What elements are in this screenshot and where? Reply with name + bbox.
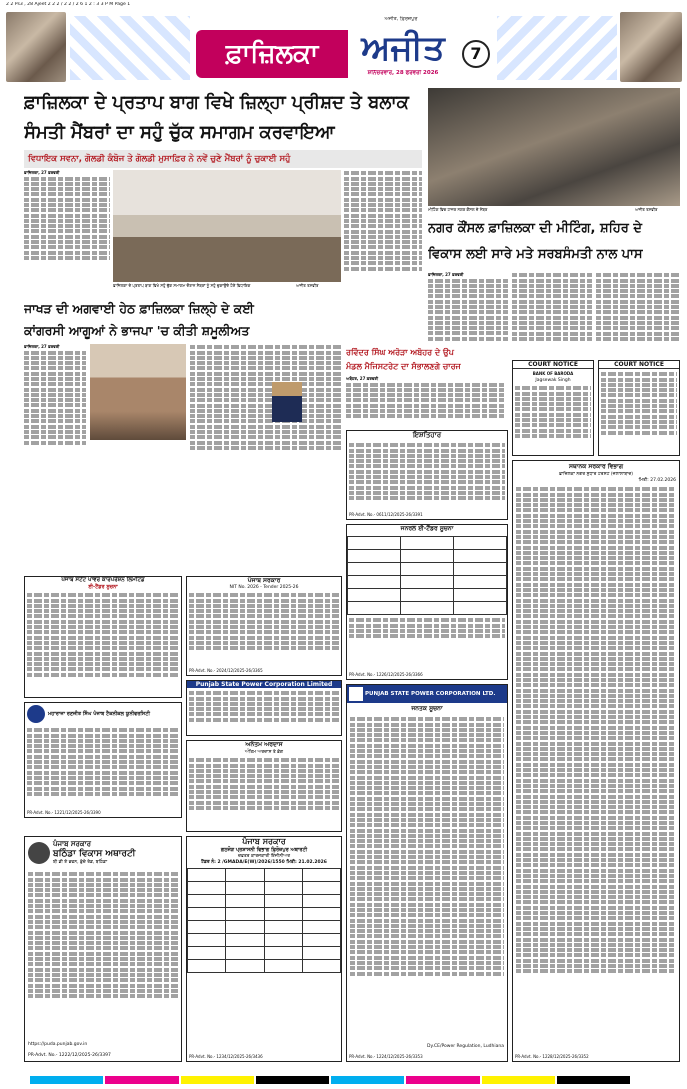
monument-image xyxy=(620,12,682,82)
bathinda-title: ਬਠਿੰਡਾ ਵਿਕਾਸ ਅਥਾਰਟੀ xyxy=(53,849,136,859)
pspcl-tender-label: ਈ-ਟੈਂਡਰ ਸੂਚਨਾ xyxy=(88,584,118,590)
ishtihar-box xyxy=(346,430,508,520)
bathinda-pr-no: PR-Advt. No.- 1222/12/2025-26/3397 xyxy=(28,1053,111,1058)
obituary-ad xyxy=(186,740,342,832)
lead-photo-credit: ਅਜੀਤ ਤਸਵੀਰ xyxy=(296,283,319,288)
ravinder-headline-line2: ਮੰਡਲ ਮੈਜਿਸਟਰੇਟ ਦਾ ਸੰਭਾਲਣਗੇ ਚਾਰਜ xyxy=(346,362,461,371)
pspcl-corp-ad xyxy=(346,684,508,1062)
university-ad xyxy=(24,702,182,818)
masthead-date: ਸ਼ਨਿੱਚਰਵਾਰ, 28 ਫਰਵਰੀ 2026 xyxy=(367,70,439,76)
lead-photo-caption: ਫ਼ਾਜ਼ਿਲਕਾ ਦੇ ਪ੍ਰਤਾਪ ਬਾਗ ਵਿਖੇ ਸਹੁੰ ਚੁੱਕ ਸਮਾਗਮ ਦੌਰਾਨ ਮੈਂਬਰਾਂ ਨੂੰ ਸਹੁੰ ਚੁਕਾਉਂਦੇ ਹੋਏ ਵਿਧਾਇਕ xyxy=(113,283,251,288)
council-photo-caption: ਮੀਟਿੰਗ ਵਿਚ ਹਾਜ਼ਰ ਨਗਰ ਕੌਂਸਲ ਦੇ ਮੈਂਬਰ xyxy=(428,207,488,212)
pspcl-corp-pr-no: PR-Advt. No.- 1224/12/2025-26/3353 xyxy=(349,1054,423,1059)
page-number: 7 xyxy=(462,40,490,68)
color-registration-bar xyxy=(30,1076,630,1084)
congress-byline: ਫ਼ਾਜ਼ਿਲਕਾ, 27 ਫ਼ਰਵਰੀ xyxy=(24,344,60,349)
sjvn-pr-no: PR-Advt. No.- 1226/12/2025-26/3366 xyxy=(349,672,423,677)
ferozepur-table xyxy=(187,868,341,973)
public-notice-date: ਮਿਤੀ: 27.02.2026 xyxy=(638,478,676,483)
court-notice-2-title: COURT NOTICE xyxy=(599,361,679,369)
pspcl-tender-title: ਪੰਜਾਬ ਸਟੇਟ ਪਾਵਰ ਕਾਰਪੋਰੇਸ਼ਨ ਲਿਮਟਿਡ xyxy=(61,577,145,583)
lead-subhead: ਵਿਧਾਇਕ ਸਵਨਾ, ਗੋਲਡੀ ਕੰਬੋਜ ਤੇ ਗੋਲਡੀ ਮੁਸਾਫ਼ਿਰ ਨੇ ਨਵੇਂ ਚੁਣੇ ਮੈਂਬਰਾਂ ਨੂੰ ਚੁਕਾਈ ਸਹੁੰ xyxy=(24,150,422,168)
university-logo-icon xyxy=(27,705,45,723)
court-notice-1-title: COURT NOTICE xyxy=(513,361,593,369)
council-meeting-photo xyxy=(428,88,680,206)
tender-small-title: ਪੰਜਾਬ ਸਰਕਾਰ xyxy=(247,577,281,584)
ferozepur-title: ਗਠਜੋੜ ਪ੍ਰਸ਼ਾਸਨੀ ਵਿਭਾਗ ਫ਼ਿਰੋਜ਼ਪੁਰ ਅਥਾਰਟੀ xyxy=(220,847,308,853)
ravinder-body xyxy=(346,376,506,426)
masthead-small-top: ਅਜੀਤ, ਫ਼ਿਰੋਜ਼ਪੁਰ xyxy=(384,16,418,22)
pspcl-corp-notice: ਜਨਤਕ ਸੂਚਨਾ xyxy=(411,705,443,712)
court-notice-1-bank: BANK OF BARODA xyxy=(532,371,574,376)
court-notice-2 xyxy=(598,360,680,456)
bathinda-address: ਬੀ ਡੀ ਏ ਭਵਨ, ਭੁੱਚੋ ਰੋਡ, ਬਠਿੰਡਾ xyxy=(53,860,108,865)
congress-photo xyxy=(90,344,186,440)
pspcl-banner-title: Punjab State Power Corporation Limited xyxy=(187,681,341,688)
lead-column-1 xyxy=(24,170,110,282)
public-notice-subtitle: ਫ਼ਾਜ਼ਿਲਕਾ ਨਗਰ ਸੁਧਾਰ ਟਰਸਟ (ਜਲਾਲਾਬਾਦ) xyxy=(558,472,634,477)
ravinder-headline-line1: ਰਵਿੰਦਰ ਸਿੰਘ ਅਰੋੜਾ ਅਬੋਹਰ ਦੇ ਉਪ xyxy=(346,348,454,357)
university-title: ਮਹਾਰਾਜਾ ਰਣਜੀਤ ਸਿੰਘ ਪੰਜਾਬ ਟੈਕਨੀਕਲ ਯੂਨੀਵਰਸਿਟੀ xyxy=(48,711,150,717)
pspcl-corp-footer: Dy.CE/Power Regulation, Ludhiana xyxy=(427,1044,504,1049)
court-notice-1-person: Jagsewak Singh xyxy=(535,378,571,383)
council-column-3 xyxy=(596,272,680,358)
council-byline: ਫ਼ਾਜ਼ਿਲਕਾ, 27 ਫ਼ਰਵਰੀ xyxy=(428,272,464,277)
swearing-in-photo xyxy=(113,170,341,282)
bathinda-ad xyxy=(24,836,182,1062)
public-notice-title: ਸਥਾਨਕ ਸਰਕਾਰ ਵਿਭਾਗ xyxy=(568,463,624,470)
ravinder-portrait xyxy=(272,382,302,422)
sjvn-ad xyxy=(346,524,508,680)
obituary-subtitle: ਅੰਤਿਮ ਅਰਦਾਸ ਤੇ ਭੋਗ xyxy=(244,750,284,755)
public-notice-ad xyxy=(512,460,680,1062)
bathinda-govt: ਪੰਜਾਬ ਸਰਕਾਰ xyxy=(53,840,92,848)
lead-headline-line1: ਫ਼ਾਜ਼ਿਲਕਾ ਦੇ ਪ੍ਰਤਾਪ ਬਾਗ ਵਿਖੇ ਜ਼ਿਲ੍ਹਾ ਪ੍ਰੀਸ਼ਦ ਤੇ ਬਲਾਕ xyxy=(24,92,409,113)
obituary-title: ਅਨੰਤਮ ਅਰਦਾਸ xyxy=(245,741,283,748)
pspcl-corp-title: PUNJAB STATE POWER CORPORATION LTD. xyxy=(365,691,496,697)
congress-column-2 xyxy=(190,344,342,468)
masthead-title-right: ਅਜੀਤ xyxy=(361,28,445,68)
print-slug: 2 2 Ps3 , 28 Ajeet 2 2 2 / 2 2 / 2 6 1 2 : 3 3 P M Page 1 xyxy=(6,2,131,7)
sjvn-title: ਜਨਰਲ ਈ-ਟੈਂਡਰ ਸੂਚਨਾ xyxy=(400,525,454,532)
council-photo-credit: ਅਜੀਤ ਤਸਵੀਰ xyxy=(635,207,658,212)
pspcl-logo-icon xyxy=(349,687,363,701)
ravinder-byline: ਅਬੋਹਰ, 27 ਫ਼ਰਵਰੀ xyxy=(346,376,379,381)
tender-small-pr-no: PR-Advt. No.- 2024/12/2025-26/3365 xyxy=(189,668,263,673)
punjab-emblem-icon xyxy=(28,842,50,864)
sjvn-table xyxy=(347,536,507,615)
tender-small-subtitle: NIT No. 2026 - Tender 2025-26 xyxy=(229,585,299,590)
lead-headline-line2: ਸੰਮਤੀ ਮੈਂਬਰਾਂ ਦਾ ਸਹੁੰ ਚੁੱਕ ਸਮਾਗਮ ਕਰਵਾਇਆ xyxy=(24,122,335,143)
masthead xyxy=(0,10,687,88)
ishtihar-title: ਇਸ਼ਤਿਹਾਰ xyxy=(412,431,442,439)
masthead-pattern-right xyxy=(497,16,617,80)
ferozepur-ad xyxy=(186,836,342,1062)
masthead-pattern-left xyxy=(70,16,190,80)
bathinda-website: https://puda.punjab.gov.in xyxy=(28,1042,88,1047)
masthead-title-left: ਫ਼ਾਜ਼ਿਲਕਾ xyxy=(196,30,348,78)
congress-column-1 xyxy=(24,344,86,468)
pspcl-tender-ad xyxy=(24,576,182,698)
university-pr-no: PR-Advt. No.- 1221/12/2025-26/3390 xyxy=(27,810,101,815)
congress-headline-line2: ਕਾਂਗਰਸੀ ਆਗੂਆਂ ਨੇ ਭਾਜਪਾ 'ਚ ਕੀਤੀ ਸ਼ਮੂਲੀਅਤ xyxy=(24,323,250,338)
tender-small-ad xyxy=(186,576,342,676)
lead-byline: ਫ਼ਾਜ਼ਿਲਕਾ, 27 ਫ਼ਰਵਰੀ xyxy=(24,170,60,175)
court-notice-1 xyxy=(512,360,594,456)
public-notice-pr-no: PR-Advt. No.- 1228/12/2025-26/3352 xyxy=(515,1054,589,1059)
ferozepur-pr-no: PR-Advt. No.- 1234/12/2025-26/3436 xyxy=(189,1054,263,1059)
clock-tower-image xyxy=(6,12,66,82)
council-headline-line1: ਨਗਰ ਕੌਂਸਲ ਫ਼ਾਜ਼ਿਲਕਾ ਦੀ ਮੀਟਿੰਗ, ਸ਼ਹਿਰ ਦੇ xyxy=(428,221,642,236)
lead-column-2 xyxy=(344,170,422,294)
ferozepur-tender-no: ਟੈਂਡਰ ਨੰ: 2 /GMADA/E(W)/2026/1550 ਮਿਤੀ: 21.02.2026 xyxy=(201,860,327,865)
congress-headline-line1: ਜਾਖੜ ਦੀ ਅਗਵਾਈ ਹੇਠ ਫ਼ਾਜ਼ਿਲਕਾ ਜ਼ਿਲ੍ਹੇ ਦੇ ਕਈ xyxy=(24,301,254,316)
ishtihar-pr-no: PR-Advt. No.- 0611/12/2025-26/3391 xyxy=(349,512,423,517)
ferozepur-subtitle: ਦਫ਼ਤਰ ਕਾਰਜਕਾਰੀ ਇੰਜੀਨੀਅਰ xyxy=(237,854,291,859)
council-headline-line2: ਵਿਕਾਸ ਲਈ ਸਾਰੇ ਮਤੇ ਸਰਬਸੰਮਤੀ ਨਾਲ ਪਾਸ xyxy=(428,247,643,262)
pspcl-banner-ad xyxy=(186,680,342,736)
ferozepur-govt: ਪੰਜਾਬ ਸਰਕਾਰ xyxy=(242,837,286,846)
